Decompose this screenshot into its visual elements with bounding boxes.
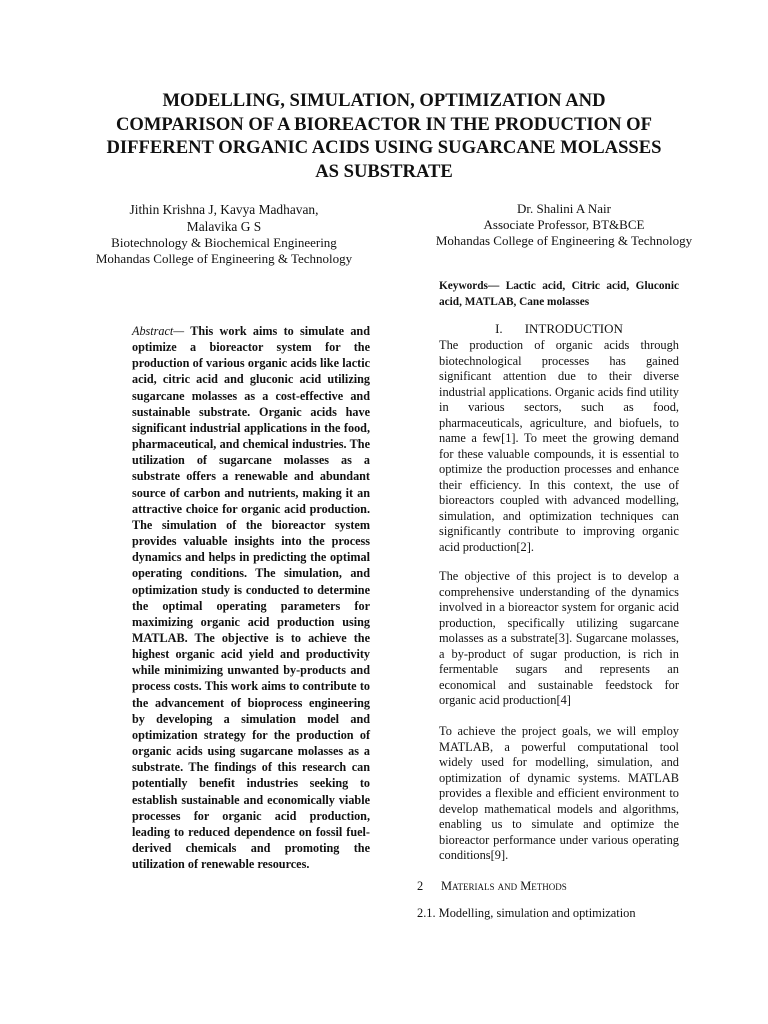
section-heading-methods <box>417 878 687 894</box>
author-block-right <box>428 201 700 249</box>
author-names: Jithin Krishna J, Kavya Madhavan, <box>129 202 319 217</box>
abstract-lead: Abstract— <box>132 324 185 338</box>
intro-paragraph: To achieve the project goals, we will employ MATLAB, a powerful computational tool widely used for modelling, simulation, and optimization of dynamic systems. MATLAB provides a flexible and efficient environment to develop mathematical models and algorithms, enabling us to simulate and optimize the bioreactor performance under various operating conditions[9]. <box>439 724 679 862</box>
author-name: Dr. Shalini A Nair <box>517 201 611 216</box>
subsection-heading: 2.1. Modelling, simulation and optimization <box>417 906 636 920</box>
section-number: I. <box>495 321 503 336</box>
author-names-cont: Malavika G S <box>186 219 262 234</box>
section-title: Materials and Methods <box>441 879 567 893</box>
author-position: Associate Professor, BT&BCE <box>483 217 645 232</box>
section-heading-introduction <box>439 321 679 337</box>
author-department: Biotechnology & Biochemical Engineering <box>111 235 337 250</box>
intro-paragraph: The production of organic acids through biotechnological processes has gained significant attention due to their diverse industrial applications. Organic acids find utility in various sectors, such as food, pharmaceuticals, agriculture, and biofuels, to name a few[1]. To meet the growing demand for these valuable compounds, it is essential to optimize the production processes and enhance their efficiency. In this context, the use of bioreactors coupled with advanced modelling, simulation, and optimization techniques can significantly contribute to improving organic acid production[2]. <box>439 338 679 554</box>
paper-title: MODELLING, SIMULATION, OPTIMIZATION AND COMPARISON OF A BIOREACTOR IN THE PRODUCTION OF DIFFERENT ORGANIC ACIDS USING SUGARCANE MOLASSES AS SUBSTRATE <box>106 90 662 182</box>
author-institution: Mohandas College of Engineering & Technology <box>435 233 693 248</box>
author-block-left <box>88 201 360 267</box>
intro-paragraph: The objective of this project is to develop a comprehensive understanding of the dynamics involved in a bioreactor system for organic acid production, specifically utilizing sugarcane molasses as a substrate[3]. Sugarcane molasses, a by-product of sugar production, is rich in fermentable sugars and represents an economical and sustainable feedstock for organic acid production[4] <box>439 569 679 707</box>
section-title: INTRODUCTION <box>524 321 623 336</box>
keywords: Keywords— Lactic acid, Citric acid, Gluconic acid, MATLAB, Cane molasses <box>439 280 679 308</box>
abstract <box>132 323 370 872</box>
section-number: 2 <box>417 879 424 893</box>
abstract-text: This work aims to simulate and optimize a bioreactor system for the production of various organic acids like lactic acid, citric acid and gluconic acid utilizing sugarcane molasses as a cost-effective and sustainable substrate. Organic acids have significant industrial applications in the food, pharmaceutical, and chemical industries. The utilization of sugarcane molasses as a substrate offers a renewable and abundant source of carbon and nutrients, making it an attractive choice for organic acid production. The simulation of the bioreactor system provides valuable insights into the process dynamics and helps in predicting the optimal operating conditions. The simulation, and optimization study is conducted to determine the optimal operating parameters for maximizing organic acid production using MATLAB. The objective is to achieve the highest organic acid yield and productivity while minimizing unwanted by-products and process costs. This work aims to contribute to the advancement of bioprocess engineering by developing a simulation model and optimization strategy for the production of organic acids using sugarcane molasses as a substrate. The findings of this research can potentially benefit industries seeking to establish sustainable and economically viable processes for organic acid production, leading to reduced dependence on fossil fuel-derived chemicals and promoting the utilization of renewable resources. <box>132 324 370 872</box>
author-institution: Mohandas College of Engineering & Technology <box>95 251 353 266</box>
